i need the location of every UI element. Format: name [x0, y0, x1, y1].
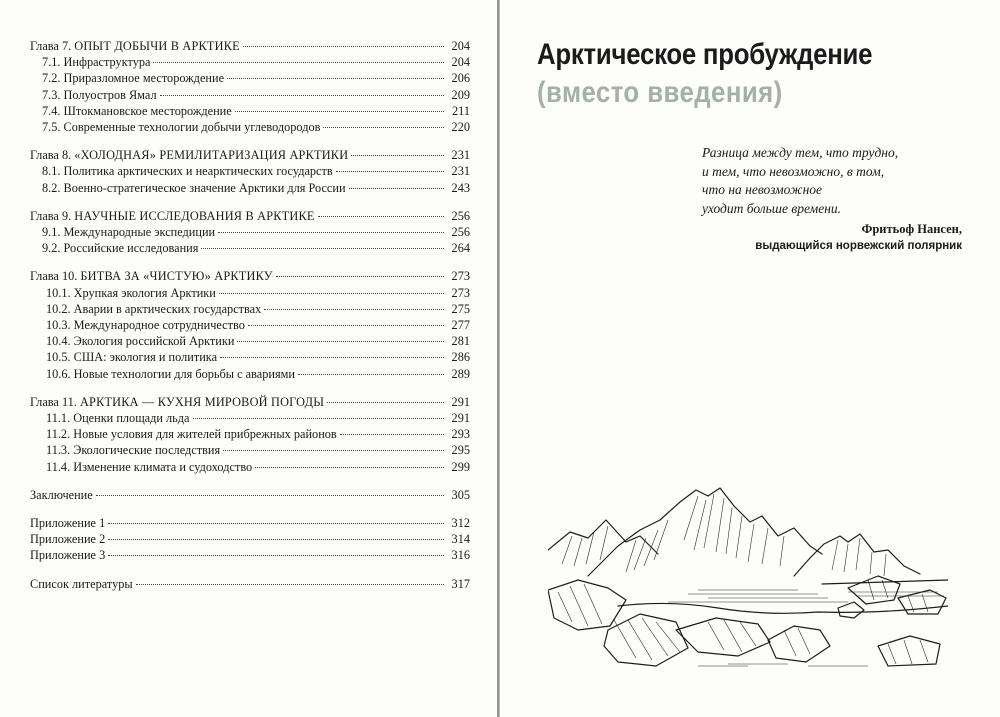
toc-bibliography-block — [30, 576, 470, 592]
toc-chapter-block — [30, 38, 470, 135]
toc-chapter-text — [30, 147, 351, 163]
page-number: 231 — [451, 164, 470, 179]
leader-dots — [227, 78, 444, 79]
toc-chapter-text — [30, 394, 327, 410]
toc-section-text: 11.1. Оценки площади льда — [46, 411, 190, 426]
page-number: 317 — [451, 576, 470, 591]
page-number: 293 — [451, 427, 470, 442]
page-number: 204 — [451, 39, 470, 53]
toc-section-text: 10.2. Аварии в арктических государствах — [46, 301, 262, 316]
page-number: 209 — [451, 87, 470, 102]
leader-dots — [264, 309, 444, 310]
toc-section — [30, 349, 470, 365]
toc-section — [30, 103, 470, 119]
leader-dots — [108, 555, 444, 556]
toc-appendix — [30, 531, 470, 547]
toc-section-text: 8.1. Политика арктических и неарктических государств — [42, 164, 333, 179]
toc-section-text: 10.3. Международное сотрудничество — [46, 318, 245, 333]
toc-section-text: 10.5. США: экология и политика — [46, 350, 218, 365]
leader-dots — [218, 232, 444, 233]
left-page — [0, 0, 498, 717]
chapter-number: Глава 7. — [30, 39, 75, 53]
page-number: 264 — [451, 241, 470, 256]
epigraph — [702, 144, 962, 218]
page-number: 291 — [451, 411, 470, 426]
page-number: 256 — [451, 225, 470, 240]
toc-appendix-text: Приложение 1 — [30, 516, 106, 531]
chapter-name: НАУЧНЫЕ ИССЛЕДОВАНИЯ В АРКТИКЕ — [74, 208, 315, 223]
leader-dots — [255, 467, 444, 468]
page-number: 273 — [451, 269, 470, 284]
toc-bibliography-text: Список литературы — [30, 576, 133, 591]
chapter-number: Глава 9. — [30, 208, 75, 223]
toc-section-text: 7.4. Штокмановское месторождение — [42, 103, 232, 118]
toc-section-text: 9.1. Международные экспедиции — [42, 225, 216, 240]
chapter-name: ОПЫТ ДОБЫЧИ В АРКТИКЕ — [74, 39, 240, 53]
toc-section — [30, 240, 470, 256]
page-number: 289 — [451, 366, 470, 381]
page-number: 295 — [451, 443, 470, 458]
leader-dots — [153, 62, 444, 63]
page-number: 316 — [451, 548, 470, 563]
toc-section — [30, 70, 470, 86]
toc-chapter-text — [30, 268, 276, 284]
toc-section — [30, 317, 470, 333]
toc-chapter-text — [30, 38, 243, 54]
leader-dots — [323, 127, 444, 128]
page-number: 206 — [451, 71, 470, 86]
toc-section-text: 7.5. Современные технологии добычи углеводородов — [42, 120, 321, 135]
toc-section — [30, 54, 470, 70]
toc-appendix — [30, 547, 470, 563]
epigraph-line: уходит больше времени. — [702, 200, 842, 216]
toc-section-text: 11.4. Изменение климата и судоходство — [46, 459, 253, 474]
epigraph-line: что на невозможное — [702, 182, 823, 197]
toc-section — [30, 410, 470, 426]
table-of-contents — [30, 38, 470, 604]
leader-dots — [96, 495, 444, 496]
leader-dots — [351, 155, 444, 156]
page-number: 277 — [451, 318, 470, 333]
page-number: 286 — [451, 350, 470, 365]
toc-chapter-block — [30, 147, 470, 196]
leader-dots — [219, 293, 444, 294]
page-number: 204 — [451, 55, 470, 70]
toc-section — [30, 180, 470, 196]
toc-bibliography — [30, 576, 470, 592]
chapter-number: Глава 11. — [30, 394, 80, 409]
toc-chapter — [30, 147, 470, 163]
toc-section — [30, 301, 470, 317]
chapter-number: Глава 10. — [30, 269, 81, 284]
toc-section — [30, 426, 470, 442]
toc-section-text: 11.3. Экологические последствия — [46, 443, 221, 458]
page-number: 312 — [451, 516, 470, 531]
toc-chapter — [30, 208, 470, 224]
leader-dots — [327, 402, 444, 403]
leader-dots — [235, 111, 444, 112]
arctic-mountains-illustration — [548, 480, 948, 670]
page-number: 314 — [451, 532, 470, 547]
toc-section — [30, 119, 470, 135]
page-number: 299 — [451, 459, 470, 474]
leader-dots — [223, 450, 444, 451]
leader-dots — [136, 584, 444, 585]
leader-dots — [318, 216, 444, 217]
toc-section — [30, 87, 470, 103]
toc-conclusion-text: Заключение — [30, 487, 93, 502]
leader-dots — [108, 539, 444, 540]
toc-appendix-block — [30, 515, 470, 564]
epigraph-author — [755, 221, 962, 255]
leader-dots — [349, 188, 444, 189]
toc-chapter-block — [30, 208, 470, 257]
page-number: 231 — [451, 148, 470, 163]
leader-dots — [298, 374, 444, 375]
toc-appendix-text: Приложение 3 — [30, 548, 106, 563]
leader-dots — [248, 325, 444, 326]
toc-chapter — [30, 394, 470, 410]
author-name: Фритьоф Нансен, — [861, 222, 962, 236]
toc-section — [30, 333, 470, 349]
chapter-name: «ХОЛОДНАЯ» РЕМИЛИТАРИЗАЦИЯ АРКТИКИ — [74, 148, 349, 163]
toc-chapter — [30, 38, 470, 54]
page-number: 281 — [451, 334, 470, 349]
toc-section-text: 7.3. Полуостров Ямал — [42, 87, 157, 102]
toc-appendix — [30, 515, 470, 531]
toc-section — [30, 366, 470, 382]
leader-dots — [108, 523, 444, 524]
page-number: 256 — [451, 208, 470, 223]
toc-section — [30, 285, 470, 301]
toc-chapter-block — [30, 268, 470, 381]
toc-section — [30, 163, 470, 179]
chapter-subtitle: (вместо введения) — [537, 76, 783, 109]
chapter-title: Арктическое пробуждение — [537, 38, 873, 71]
toc-section-text: 9.2. Российские исследования — [42, 241, 199, 256]
toc-section-text: 11.2. Новые условия для жителей прибрежных районов — [46, 427, 337, 442]
page-number: 273 — [451, 285, 470, 300]
page-number: 211 — [452, 103, 470, 118]
toc-section-text: 8.2. Военно-стратегическое значение Арктики для России — [42, 180, 346, 195]
toc-section-text: 7.1. Инфраструктура — [42, 55, 151, 70]
chapter-name: БИТВА ЗА «ЧИСТУЮ» АРКТИКУ — [80, 269, 273, 284]
toc-section — [30, 224, 470, 240]
leader-dots — [193, 418, 444, 419]
toc-section — [30, 459, 470, 475]
leader-dots — [237, 341, 444, 342]
leader-dots — [220, 357, 444, 358]
toc-chapter — [30, 268, 470, 284]
toc-section-text: 10.6. Новые технологии для борьбы с авариями — [46, 366, 295, 381]
epigraph-line: Разница между тем, что трудно, — [702, 145, 899, 160]
toc-section — [30, 442, 470, 458]
epigraph-line: и тем, что невозможно, в том, — [702, 163, 885, 179]
toc-appendix-text: Приложение 2 — [30, 532, 106, 547]
toc-chapter-text — [30, 208, 318, 224]
page-number: 305 — [451, 487, 470, 502]
toc-section-text: 10.4. Экология российской Арктики — [46, 334, 235, 349]
chapter-number: Глава 8. — [30, 148, 75, 163]
leader-dots — [243, 46, 444, 47]
toc-conclusion — [30, 487, 470, 503]
page-number: 243 — [451, 180, 470, 195]
page-number: 291 — [451, 394, 470, 409]
toc-conclusion-block — [30, 487, 470, 503]
leader-dots — [160, 95, 444, 96]
leader-dots — [276, 276, 444, 277]
leader-dots — [336, 171, 444, 172]
author-role: выдающийся норвежский полярник — [755, 240, 962, 252]
toc-section-text: 7.2. Приразломное месторождение — [42, 71, 225, 86]
toc-chapter-block — [30, 394, 470, 475]
toc-section-text: 10.1. Хрупкая экология Арктики — [46, 285, 216, 300]
leader-dots — [340, 434, 444, 435]
chapter-name: АРКТИКА — КУХНЯ МИРОВОЙ ПОГОДЫ — [79, 394, 325, 409]
page-number: 275 — [451, 301, 470, 316]
leader-dots — [201, 248, 444, 249]
page-number: 220 — [451, 120, 470, 135]
